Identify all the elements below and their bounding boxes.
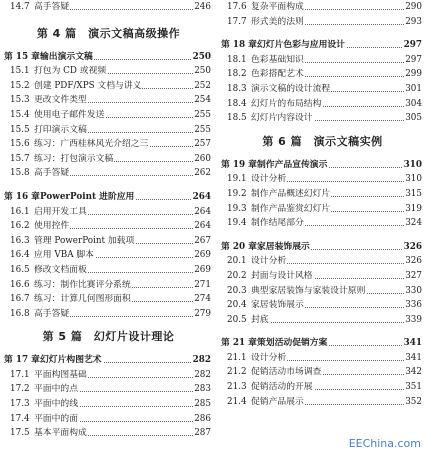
section-title: 启用开发工具 — [34, 206, 87, 217]
section-entry[interactable] — [4, 263, 213, 278]
page-number: 264 — [193, 219, 211, 234]
section-entry[interactable] — [221, 395, 424, 410]
section-entry[interactable] — [221, 15, 424, 30]
section-number: 15.7 — [10, 153, 30, 164]
section-entry[interactable] — [4, 79, 213, 94]
section-entry[interactable] — [221, 172, 424, 187]
section-title: 复杂平面构成 — [251, 2, 304, 12]
toc-right-column — [221, 0, 424, 409]
chapter-number: 第 20 章 — [221, 241, 257, 252]
section-entry[interactable] — [4, 426, 213, 441]
part-heading: 第 5 篇 幻灯片设计理论 — [42, 330, 175, 344]
section-number: 18.1 — [227, 54, 247, 65]
section-entry[interactable] — [4, 108, 213, 123]
section-number: 17.7 — [227, 16, 247, 27]
section-entry[interactable] — [4, 234, 213, 249]
section-entry[interactable] — [221, 298, 424, 313]
section-title: 设计分析 — [251, 352, 287, 363]
watermark: EEChina.com — [348, 437, 421, 450]
page-number: 287 — [193, 426, 211, 441]
page-number: 324 — [404, 216, 422, 231]
page-number: 336 — [404, 298, 422, 313]
section-title: 平面中的点 — [34, 384, 78, 395]
section-number: 17.2 — [10, 384, 30, 395]
section-entry[interactable] — [221, 365, 424, 380]
section-entry[interactable] — [4, 123, 213, 138]
section-title: 制作产品概述幻灯片 — [251, 188, 331, 199]
section-number: 16.1 — [10, 206, 30, 217]
page-number: 301 — [404, 82, 422, 97]
page-number: 250 — [192, 50, 211, 65]
page-number: 352 — [404, 395, 422, 410]
chapter-entry[interactable] — [4, 50, 213, 65]
section-number: 16.8 — [10, 308, 30, 319]
section-number: 16.5 — [10, 264, 30, 275]
leader-dots — [251, 322, 422, 323]
section-number: 16.6 — [10, 279, 30, 290]
section-title: 设计分析 — [251, 174, 287, 185]
spacer — [221, 231, 424, 240]
section-number: 19.2 — [227, 188, 247, 199]
section-number: 20.3 — [227, 285, 247, 296]
section-number: 19.3 — [227, 203, 247, 214]
section-number: 17.1 — [10, 369, 30, 380]
page-number: 279 — [193, 307, 211, 322]
section-entry[interactable] — [221, 53, 424, 68]
section-entry[interactable] — [4, 152, 213, 167]
page-number: 254 — [193, 93, 211, 108]
section-entry[interactable] — [4, 292, 213, 307]
chapter-title: 幻灯片色彩与应用设计 — [257, 40, 345, 51]
page-number: 339 — [404, 313, 422, 328]
spacer — [4, 181, 213, 190]
section-title: 管理 PowerPoint 加载项 — [34, 235, 135, 246]
section-title: 使用电子邮件发送 — [34, 109, 105, 120]
section-title: 促销活动的开展 — [251, 382, 313, 393]
section-title: 更改文件类型 — [34, 95, 87, 106]
spacer — [221, 327, 424, 336]
page-number: 271 — [193, 278, 211, 293]
chapter-number: 第 16 章 — [4, 191, 40, 202]
section-entry[interactable] — [4, 412, 213, 427]
section-number: 15.5 — [10, 124, 30, 135]
section-title: 平面中的线 — [34, 399, 78, 410]
section-title: 高手答疑 — [34, 2, 70, 12]
section-entry[interactable] — [221, 202, 424, 217]
section-entry[interactable] — [4, 64, 213, 79]
section-entry[interactable] — [221, 216, 424, 231]
page-number: 299 — [404, 67, 422, 82]
chapter-entry[interactable] — [221, 38, 424, 53]
page-number: 269 — [193, 263, 211, 278]
section-number: 17.4 — [10, 413, 30, 424]
section-number: 16.4 — [10, 250, 30, 261]
page-number: 342 — [404, 365, 422, 380]
section-entry[interactable] — [221, 97, 424, 112]
section-number: 16.2 — [10, 221, 30, 232]
section-number: 20.5 — [227, 314, 247, 325]
toc-left-column — [4, 0, 213, 441]
section-number: 18.5 — [227, 113, 247, 124]
page-number: 274 — [193, 292, 211, 307]
section-entry[interactable] — [221, 0, 424, 15]
page-number: 297 — [404, 53, 422, 68]
section-entry[interactable] — [4, 397, 213, 412]
section-title: 封底 — [251, 314, 269, 325]
page-number: 330 — [404, 284, 422, 299]
section-number: 18.2 — [227, 69, 247, 80]
part-heading: 第 4 篇 演示文稿高级操作 — [36, 26, 181, 40]
section-number: 16.7 — [10, 294, 30, 305]
section-title: 家居装饰展示 — [251, 300, 304, 311]
page-number: 319 — [404, 202, 422, 217]
section-entry[interactable] — [4, 382, 213, 397]
section-title: 平面中的面 — [34, 413, 78, 424]
page-number: 310 — [403, 158, 422, 173]
section-title: 色彩基础知识 — [251, 54, 304, 65]
section-title: 基本平面构成 — [34, 428, 87, 439]
section-number: 19.1 — [227, 174, 247, 185]
section-entry[interactable] — [221, 67, 424, 82]
section-title: 高手答疑 — [34, 308, 70, 319]
section-number: 15.2 — [10, 80, 30, 91]
chapter-title: 家居装饰展示 — [257, 241, 310, 252]
section-number: 21.2 — [227, 367, 247, 378]
section-number: 14.7 — [10, 2, 30, 12]
section-number: 16.3 — [10, 235, 30, 246]
page-number: 255 — [193, 108, 211, 123]
section-entry[interactable] — [221, 284, 424, 299]
page-number: 282 — [192, 353, 211, 368]
chapter-entry[interactable] — [4, 190, 213, 205]
section-entry[interactable] — [221, 187, 424, 202]
section-title: 幻灯片的布局结构 — [251, 98, 322, 109]
page-number: 285 — [193, 397, 211, 412]
section-number: 17.6 — [227, 2, 247, 12]
page-number: 252 — [193, 79, 211, 94]
section-number: 20.4 — [227, 300, 247, 311]
page-number: 264 — [193, 205, 211, 220]
section-number: 17.5 — [10, 428, 30, 439]
chapter-entry[interactable] — [4, 353, 213, 368]
section-number: 15.6 — [10, 139, 30, 150]
page-number: 267 — [193, 234, 211, 249]
section-title: 练习：广西桂林风光介绍之三 — [34, 139, 149, 150]
section-title: 典型家居装饰与家装设计原则 — [251, 285, 366, 296]
section-title: 练习：制作比赛评分系统 — [34, 279, 131, 290]
section-number: 21.3 — [227, 382, 247, 393]
section-title: 练习：计算几何图形面积 — [34, 294, 131, 305]
section-entry[interactable] — [4, 219, 213, 234]
section-title: 幻灯片内容设计 — [251, 113, 313, 124]
section-number: 20.1 — [227, 256, 247, 267]
section-number: 17.3 — [10, 399, 30, 410]
page-number: 326 — [403, 240, 422, 255]
part-heading: 第 6 篇 演示文稿实例 — [262, 134, 383, 148]
section-entry[interactable] — [4, 278, 213, 293]
section-title: 打包为 CD 或视频 — [34, 66, 107, 77]
section-entry[interactable] — [4, 0, 213, 15]
section-entry[interactable] — [4, 93, 213, 108]
section-number: 15.3 — [10, 95, 30, 106]
section-title: 形式美的法则 — [251, 16, 304, 27]
chapter-number: 第 19 章 — [221, 159, 257, 170]
section-entry[interactable] — [4, 307, 213, 322]
section-number: 21.1 — [227, 352, 247, 363]
section-title: 促销产品展示 — [251, 396, 304, 407]
section-title: 色彩搭配艺术 — [251, 69, 304, 80]
chapter-title: 策划活动促销方案 — [257, 338, 328, 349]
section-number: 15.1 — [10, 66, 30, 77]
section-number: 21.4 — [227, 396, 247, 407]
chapter-entry[interactable] — [221, 240, 424, 255]
chapter-entry[interactable] — [221, 158, 424, 173]
section-entry[interactable] — [4, 205, 213, 220]
page-number: 283 — [193, 382, 211, 397]
section-number: 15.4 — [10, 109, 30, 120]
page-number: 351 — [404, 380, 422, 395]
section-entry[interactable] — [4, 137, 213, 152]
spacer — [221, 29, 424, 38]
section-title: 设计分析 — [251, 256, 287, 267]
chapter-title: 输出演示文稿 — [40, 51, 93, 62]
section-entry[interactable] — [221, 269, 424, 284]
section-title: 打印演示文稿 — [34, 124, 87, 135]
page-number: 327 — [404, 269, 422, 284]
section-entry[interactable] — [221, 254, 424, 269]
page-number: 262 — [193, 166, 211, 181]
page-number: 341 — [404, 351, 422, 366]
section-title: 制作结尾部分 — [251, 218, 304, 229]
page-number: 293 — [404, 15, 422, 30]
page-number: 315 — [404, 187, 422, 202]
section-title: 制作产品鉴赏幻灯片 — [251, 203, 331, 214]
section-title: 平面构图基础 — [34, 369, 87, 380]
page-number: 282 — [193, 368, 211, 383]
page-number: 304 — [404, 97, 422, 112]
section-entry[interactable] — [221, 82, 424, 97]
section-title: 修改文档面板 — [34, 264, 87, 275]
section-title: 使用控件 — [34, 221, 70, 232]
section-title: 促销活动市场调查 — [251, 367, 322, 378]
page-number: 297 — [403, 38, 422, 53]
page-number: 257 — [193, 137, 211, 152]
chapter-title: 幻灯片构图艺术 — [40, 355, 102, 366]
page-number: 286 — [193, 412, 211, 427]
section-title: 练习：打包演示文稿 — [34, 153, 114, 164]
spacer — [4, 15, 213, 24]
section-entry[interactable] — [221, 313, 424, 328]
chapter-number: 第 17 章 — [4, 355, 40, 366]
page-number: 326 — [404, 254, 422, 269]
section-title: 封面与设计风格 — [251, 270, 313, 281]
chapter-title: 制作产品宣传演示 — [257, 159, 328, 170]
section-title: 高手答疑 — [34, 168, 70, 179]
section-entry[interactable] — [221, 351, 424, 366]
section-number: 15.8 — [10, 168, 30, 179]
chapter-title: PowerPoint 进阶应用 — [40, 191, 135, 202]
page-number: 260 — [193, 152, 211, 167]
section-entry[interactable] — [4, 248, 213, 263]
page-number: 264 — [192, 190, 211, 205]
section-entry[interactable] — [221, 111, 424, 126]
page-number: 341 — [403, 336, 422, 351]
section-title: 应用 VBA 脚本 — [34, 250, 94, 261]
section-number: 20.2 — [227, 270, 247, 281]
page-number: 290 — [404, 0, 422, 15]
page-number: 246 — [193, 0, 211, 15]
section-number: 18.3 — [227, 83, 247, 94]
section-entry[interactable] — [4, 166, 213, 181]
section-number: 18.4 — [227, 98, 247, 109]
section-entry[interactable] — [221, 380, 424, 395]
chapter-number: 第 18 章 — [221, 40, 257, 51]
page-number: 305 — [404, 111, 422, 126]
section-entry[interactable] — [4, 368, 213, 383]
section-title: 创建 PDF/XPS 文档与讲义 — [34, 80, 142, 91]
page-number: 269 — [193, 248, 211, 263]
chapter-number: 第 15 章 — [4, 51, 40, 62]
chapter-entry[interactable] — [221, 336, 424, 351]
section-title: 演示文稿的设计流程 — [251, 83, 331, 94]
page-number: 310 — [404, 172, 422, 187]
chapter-number: 第 21 章 — [221, 338, 257, 349]
page-number: 250 — [193, 64, 211, 79]
page-number: 255 — [193, 123, 211, 138]
section-number: 19.4 — [227, 218, 247, 229]
